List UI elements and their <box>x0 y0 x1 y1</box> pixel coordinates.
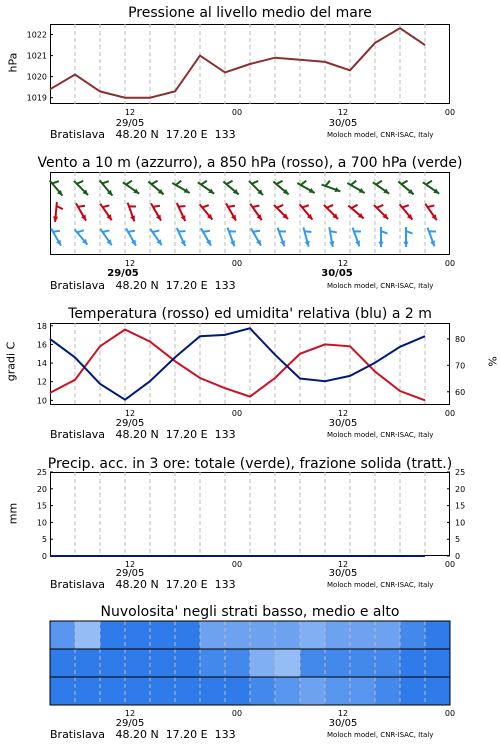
rh-ytick-label: 70 <box>455 361 466 371</box>
precip-right-ytick-label: 25 <box>455 468 466 477</box>
date-2: 30/05 <box>328 118 358 129</box>
xtick-00b: 00 <box>444 108 456 117</box>
cloud-cell-medio <box>350 649 376 677</box>
cloud-cell-medio <box>200 649 226 677</box>
cloud-cell-basso <box>200 677 226 705</box>
xtick-00c: 00 <box>231 259 243 268</box>
temp-ytick-label: 16 <box>36 340 47 350</box>
cloud-cell-medio <box>325 649 351 677</box>
date-5: 29/05 <box>115 418 145 429</box>
date-8: 30/05 <box>328 568 358 579</box>
cloud-cell-medio <box>225 649 251 677</box>
cloud-cell-basso <box>300 677 326 705</box>
cloud-cell-basso <box>100 677 126 705</box>
xtick-12e: 12 <box>124 409 136 418</box>
precip-right-ytick-label: 0 <box>455 552 461 561</box>
cloud-cell-basso <box>275 677 301 705</box>
credit-3: Moloch model, CNR-ISAC, Italy <box>327 431 434 439</box>
xtick-00e: 00 <box>231 409 243 418</box>
cloud-cell-alto <box>425 621 451 649</box>
cloud-cell-alto <box>100 621 126 649</box>
station-line-4: Bratislava 48.20 N 17.20 E 133 <box>50 578 236 591</box>
cloud-cell-alto <box>250 621 276 649</box>
precip-ytick-label: 25 <box>36 468 47 477</box>
temp-ytick-label: 10 <box>36 396 47 406</box>
rh-ytick-label: 60 <box>455 387 466 397</box>
cloud-cell-medio <box>250 649 276 677</box>
temp-ytick-label: 14 <box>36 359 47 369</box>
cloud-cell-basso <box>250 677 276 705</box>
temp-ytick-label: 18 <box>36 321 47 331</box>
cloud-cell-basso <box>325 677 351 705</box>
xtick-12g: 12 <box>124 560 136 569</box>
credit: Moloch model, CNR-ISAC, Italy <box>327 131 434 139</box>
cloud-cell-basso <box>175 677 201 705</box>
xtick-12i: 12 <box>124 709 136 718</box>
precip-ytick-label: 0 <box>41 552 47 561</box>
cloud-cell-medio <box>100 649 126 677</box>
precip-right-ytick-label: 5 <box>455 535 461 545</box>
cloud-title: Nuvolosita' negli strati basso, medio e alto <box>100 604 400 620</box>
xtick-00h: 00 <box>444 560 456 569</box>
cloud-cell-basso <box>50 677 76 705</box>
station-line-3: Bratislava 48.20 N 17.20 E 133 <box>50 428 236 441</box>
cloud-cell-medio <box>400 649 426 677</box>
xtick-12c: 12 <box>124 259 136 268</box>
rh-ytick-label: 80 <box>455 334 466 344</box>
xtick-00d: 00 <box>444 259 456 268</box>
credit-5: Moloch model, CNR-ISAC, Italy <box>327 731 434 739</box>
cloud-cell-alto <box>225 621 251 649</box>
cloud-cell-medio <box>425 649 451 677</box>
date-3: 29/05 <box>107 268 139 279</box>
cloud-cell-alto <box>175 621 201 649</box>
xtick-12b: 12 <box>337 108 349 117</box>
cloud-cell-medio <box>175 649 201 677</box>
rh-ylabel: % <box>486 356 500 367</box>
cloud-cell-alto <box>75 621 101 649</box>
cloud-cell-alto <box>200 621 226 649</box>
date-4: 30/05 <box>321 268 353 279</box>
cloud-cell-basso <box>125 677 151 705</box>
pressure-ytick-label: 1019 <box>26 93 47 103</box>
cloud-cell-alto <box>275 621 301 649</box>
cloud-cell-alto <box>400 621 426 649</box>
cloud-cell-alto <box>325 621 351 649</box>
precip-title: Precip. acc. in 3 ore: totale (verde), frazione solida (tratt.) <box>47 456 453 472</box>
cloud-cell-basso <box>350 677 376 705</box>
cloud-cell-medio <box>150 649 176 677</box>
cloud-cell-alto <box>300 621 326 649</box>
xtick-00i: 00 <box>231 709 243 718</box>
cloud-cell-medio <box>275 649 301 677</box>
cloud-cell-alto <box>375 621 401 649</box>
cloud-cell-medio <box>125 649 151 677</box>
cloud-cell-basso <box>425 677 451 705</box>
xtick-00f: 00 <box>444 409 456 418</box>
cloud-cell-basso <box>225 677 251 705</box>
cloud-cell-medio <box>50 649 76 677</box>
temp-ytick-label: 12 <box>36 377 47 387</box>
pressure-ylabel: hPa <box>6 52 20 73</box>
cloud-cell-basso <box>375 677 401 705</box>
date-6: 30/05 <box>328 418 358 429</box>
cloud-cell-basso <box>75 677 101 705</box>
pressure-ytick-label: 1022 <box>26 30 47 40</box>
station-line-5: Bratislava 48.20 N 17.20 E 133 <box>50 728 236 741</box>
temp-title: Temperatura (rosso) ed umidita' relativa (blu) a 2 m <box>68 306 432 322</box>
precip-right-ytick-label: 10 <box>455 518 466 528</box>
wind-title: Vento a 10 m (azzurro), a 850 hPa (rosso), a 700 hPa (verde) <box>37 155 463 171</box>
xtick-12f: 12 <box>337 409 349 418</box>
precip-ytick-label: 15 <box>36 501 47 511</box>
precip-right-ytick-label: 15 <box>455 501 466 511</box>
cloud-cell-basso <box>400 677 426 705</box>
xtick-12d: 12 <box>337 259 349 268</box>
xtick-00g: 00 <box>231 560 243 569</box>
precip-ytick-label: 10 <box>36 518 47 528</box>
xtick-00j: 00 <box>444 709 456 718</box>
date-7: 29/05 <box>115 568 145 579</box>
precip-right-ytick-label: 20 <box>455 484 466 494</box>
precip-ytick-label: 20 <box>36 484 47 494</box>
xtick-12a: 12 <box>124 108 136 117</box>
cloud-cell-medio <box>300 649 326 677</box>
credit-2: Moloch model, CNR-ISAC, Italy <box>327 282 434 290</box>
cloud-cell-medio <box>375 649 401 677</box>
cloud-cell-alto <box>350 621 376 649</box>
xtick-12j: 12 <box>337 709 349 718</box>
station-line: Bratislava 48.20 N 17.20 E 133 <box>50 128 236 141</box>
precip-ytick-label: 5 <box>41 535 47 545</box>
cloud-cell-alto <box>125 621 151 649</box>
cloud-cell-alto <box>50 621 76 649</box>
pressure-title: Pressione al livello medio del mare <box>128 5 372 21</box>
xtick-12h: 12 <box>337 560 349 569</box>
temp-ylabel: gradi C <box>4 341 18 382</box>
date-9: 29/05 <box>115 718 145 729</box>
precip-ylabel: mm <box>6 502 20 525</box>
station-line-2: Bratislava 48.20 N 17.20 E 133 <box>50 279 236 292</box>
cloud-cell-alto <box>150 621 176 649</box>
pressure-ytick-label: 1021 <box>26 51 47 61</box>
date-1: 29/05 <box>115 118 145 129</box>
credit-4: Moloch model, CNR-ISAC, Italy <box>327 581 434 589</box>
date-10: 30/05 <box>328 718 358 729</box>
cloud-cell-medio <box>75 649 101 677</box>
cloud-cell-basso <box>150 677 176 705</box>
pressure-ytick-label: 1020 <box>26 72 47 82</box>
xtick-00a: 00 <box>231 108 243 117</box>
